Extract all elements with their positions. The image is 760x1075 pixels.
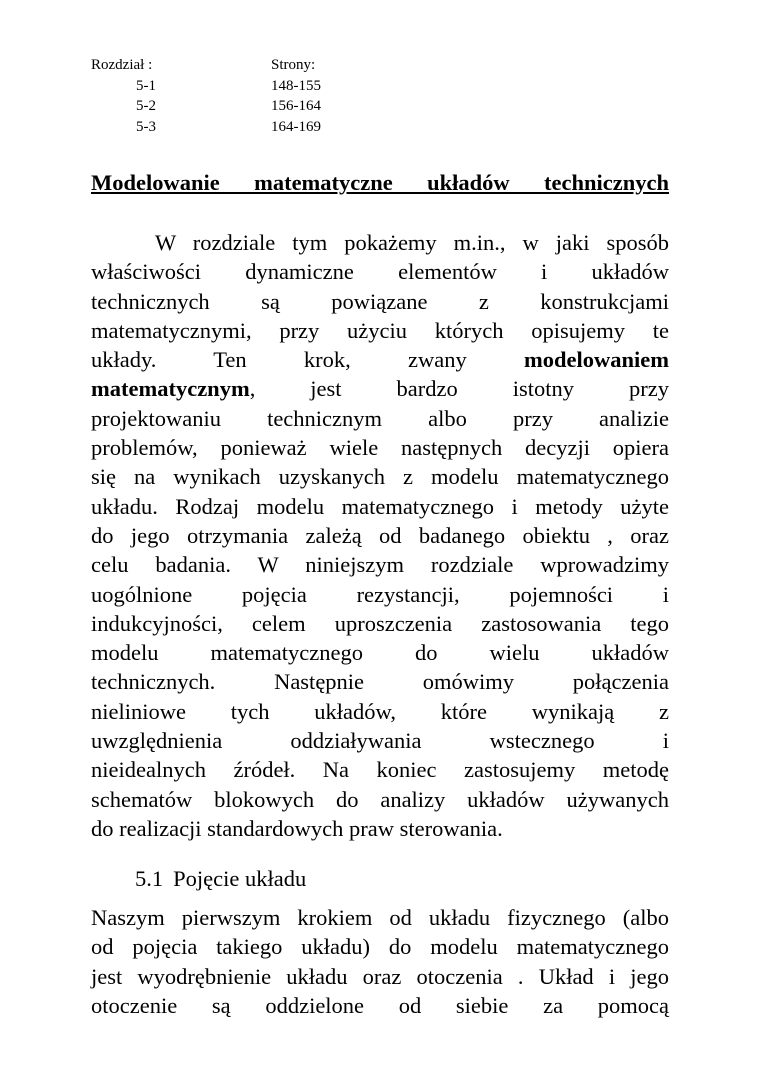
paragraph-line: nieidealnych źródeł. Na koniec zastosujemy metodę bbox=[91, 757, 669, 783]
paragraph-line: celu badania. W niniejszym rozdziale wprowadzimy bbox=[91, 552, 669, 578]
paragraph-line: W rozdziale tym pokażemy m.in., w jaki sposób bbox=[155, 230, 669, 255]
section-paragraph bbox=[91, 903, 669, 1020]
paragraph-line: do jego otrzymania zależą od badanego obiektu , oraz bbox=[91, 522, 669, 548]
paragraph-line: nieliniowe tych układów, które wynikają z bbox=[91, 698, 669, 724]
section-number: 5.1 bbox=[135, 866, 164, 891]
paragraph-line bbox=[91, 374, 669, 403]
line-text: , jest bardzo istotny przy bbox=[249, 376, 669, 402]
intro-paragraph bbox=[91, 228, 669, 843]
paragraph-line: od pojęcia takiego układu) do modelu matematycznego bbox=[91, 934, 669, 960]
bold-term: matematycznym bbox=[91, 376, 250, 402]
paragraph-line: do realizacji standardowych praw sterowania. bbox=[91, 815, 503, 841]
paragraph-line: schematów blokowych do analizy układów używanych bbox=[91, 786, 669, 812]
paragraph-line: układu. Rodzaj modelu matematycznego i metody użyte bbox=[91, 493, 669, 519]
page-range: 164-169 bbox=[271, 118, 321, 135]
paragraph-line: się na wynikach uzyskanych z modelu matematycznego bbox=[91, 464, 669, 490]
paragraph-line: technicznych są powiązane z konstrukcjami bbox=[91, 288, 669, 314]
table-row bbox=[91, 96, 391, 117]
chapter-pages-table bbox=[91, 55, 391, 137]
paragraph-line: Naszym pierwszym krokiem od układu fizycznego (albo bbox=[91, 905, 669, 930]
section-heading bbox=[135, 864, 306, 894]
chapter-number: 5-1 bbox=[136, 77, 156, 94]
chapter-number: 5-2 bbox=[136, 98, 156, 114]
pages-column-header: Strony: bbox=[271, 57, 316, 73]
page-range: 156-164 bbox=[271, 98, 321, 114]
paragraph-line: matematycznymi, przy użyciu których opisujemy te bbox=[91, 317, 669, 343]
paragraph-line: modelu matematycznego do wielu układów bbox=[91, 640, 669, 666]
bold-term: modelowaniem bbox=[524, 347, 669, 373]
paragraph-line: właściwości dynamiczne elementów i układów bbox=[91, 259, 669, 285]
paragraph-line: uwzględnienia oddziaływania wstecznego i bbox=[91, 728, 669, 754]
paragraph-line: otoczenie są oddzielone od siebie za pomocą bbox=[91, 992, 669, 1018]
section-title: Pojęcie układu bbox=[173, 866, 307, 891]
document-title: Modelowanie matematyczne układów technicznych bbox=[91, 170, 669, 195]
table-row bbox=[91, 117, 391, 138]
table-row bbox=[91, 76, 391, 97]
paragraph-line: problemów, ponieważ wiele następnych decyzji opiera bbox=[91, 435, 669, 461]
chapter-column-header: Rozdział : bbox=[91, 57, 153, 73]
paragraph-line: jest wyodrębnienie układu oraz otoczenia . Układ i jego bbox=[91, 963, 669, 989]
chapter-number: 5-3 bbox=[136, 118, 156, 135]
page-range: 148-155 bbox=[271, 77, 321, 94]
paragraph-line: projektowaniu technicznym albo przy analizie bbox=[91, 405, 669, 431]
paragraph-line: technicznych. Następnie omówimy połączenia bbox=[91, 669, 669, 695]
table-header-row bbox=[91, 55, 391, 76]
line-text: układy. Ten krok, zwany bbox=[91, 347, 467, 373]
paragraph-line: uogólnione pojęcia rezystancji, pojemności i bbox=[91, 581, 669, 607]
paragraph-line: indukcyjności, celem uproszczenia zastosowania tego bbox=[91, 610, 669, 636]
paragraph-line bbox=[91, 345, 669, 374]
